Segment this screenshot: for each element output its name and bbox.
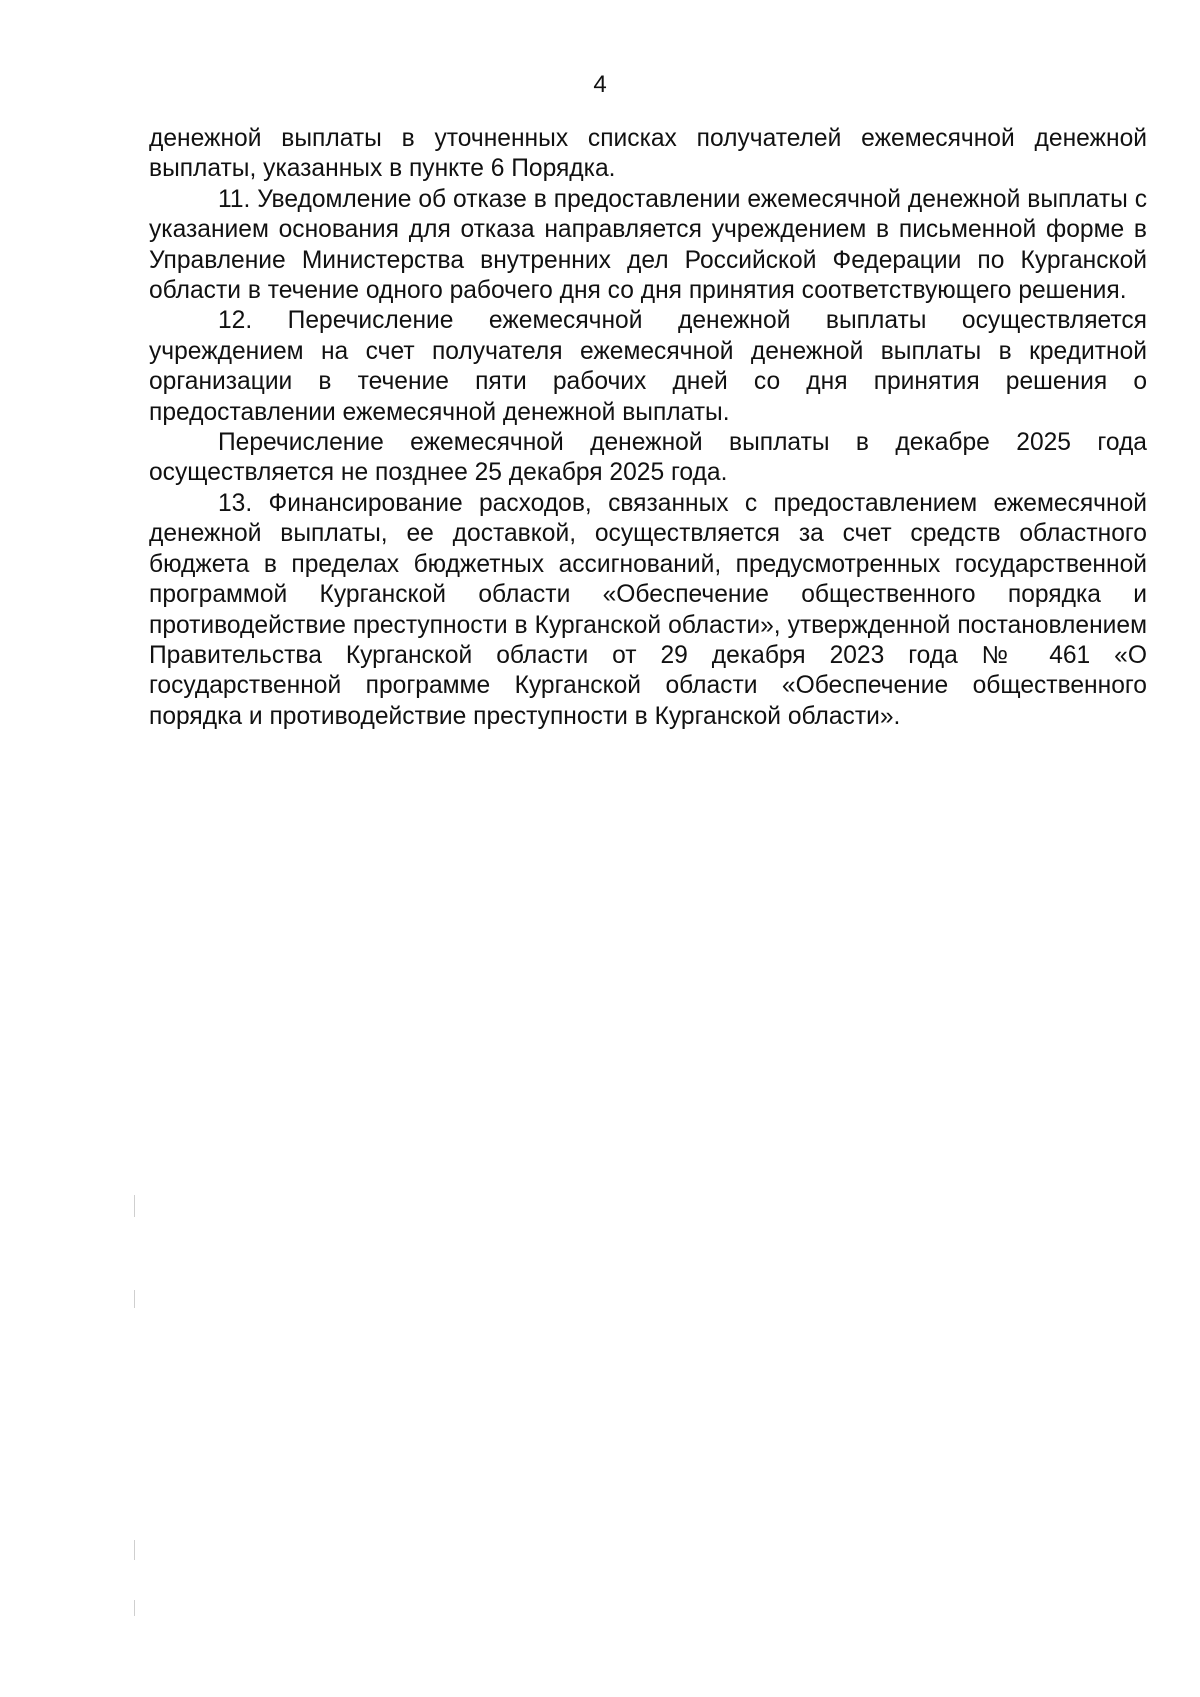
paragraph-item-11: 11. Уведомление об отказе в предоставлении ежемесячной денежной выплаты с указанием основания для отказа направляется учреждением в письменной форме в Управление Министерства внутренних дел Российской Федерации по Курганской области в течение одного рабочего дня со дня принятия соответствующего решения. <box>149 185 1147 305</box>
paragraph-continuation: денежной выплаты в уточненных списках получателей ежемесячной денежной выплаты, указанных в пункте 6 Порядка. <box>149 125 1147 183</box>
paragraph-item-13: 13. Финансирование расходов, связанных с предоставлением ежемесячной денежной выплаты, ее доставкой, осуществляется за счет средств областного бюджета в пределах бюджетных ассигнований, предусмотренных государственной программой Курганской области «Обеспечение общественного порядка и противодействие преступности в Курганской области», утвержденной постановлением Правительства Курганской области от 29 декабря 2023 года № 461 «О государственной программе Курганской области «Обеспечение общественного порядка и противодействие преступности в Курганской области». <box>149 489 1147 730</box>
scan-artifact <box>134 1195 135 1217</box>
scan-artifact <box>134 1600 135 1616</box>
page-number: 4 <box>593 71 607 98</box>
document-body <box>149 124 1147 732</box>
paragraph-item-12: 12. Перечисление ежемесячной денежной выплаты осуществляется учреждением на счет получателя ежемесячной денежной выплаты в кредитной организации в течение пяти рабочих дней со дня принятия решения о предоставлении ежемесячной денежной выплаты. <box>149 307 1147 426</box>
paragraph-item-12-december: Перечисление ежемесячной денежной выплаты в декабре 2025 года осуществляется не позднее 25 декабря 2025 года. <box>149 429 1147 487</box>
scan-artifact <box>134 1540 135 1560</box>
scan-artifact <box>134 1290 135 1308</box>
